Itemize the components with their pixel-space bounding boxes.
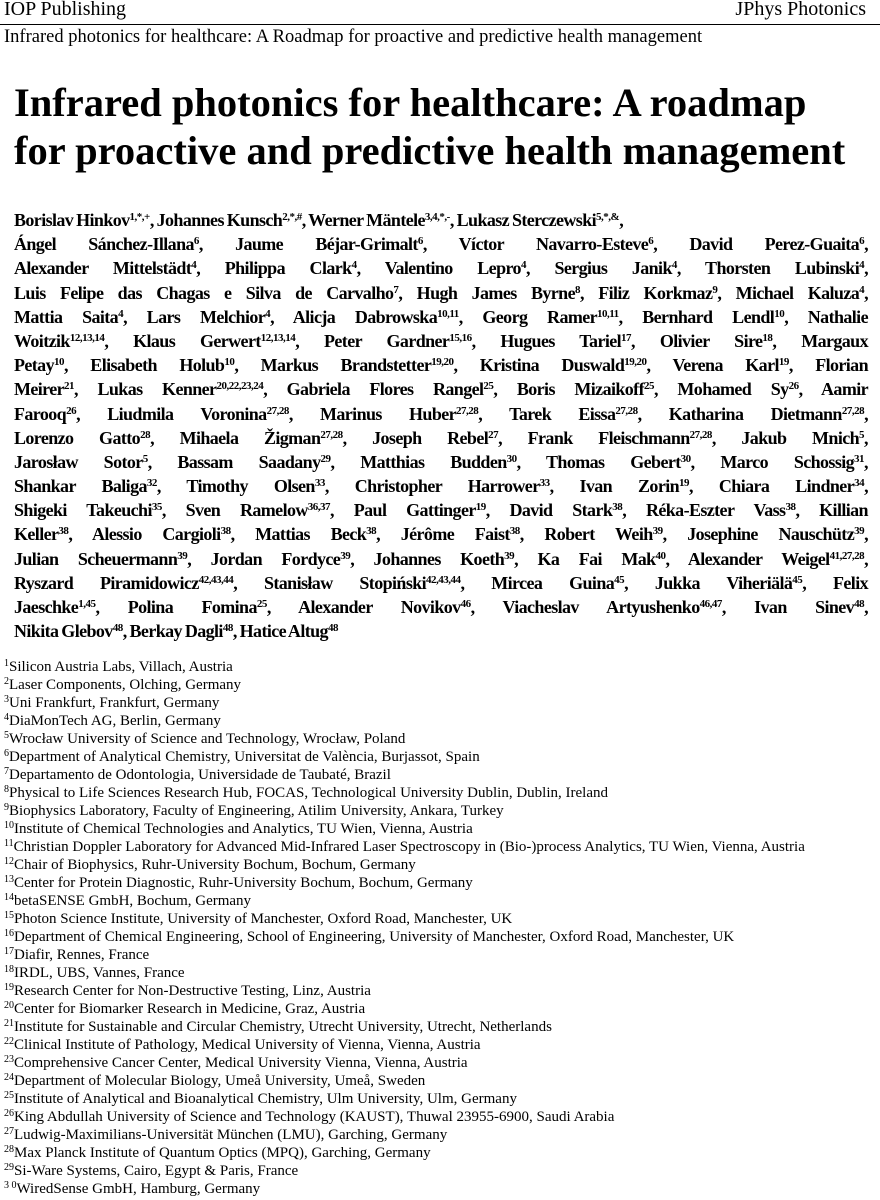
- author-line: Shankar Baliga$^{32}$, Timothy Olsen$^{33}$, Christopher Harrower$^{33}$, Ivan Zorin$^{19}$, Chiara Lindner$^{34}$,: [14, 476, 868, 497]
- author-name: Nikita Glebov: [14, 621, 113, 642]
- author-name: Jukka Viheriälä: [654, 572, 793, 593]
- affiliation: [4, 1090, 874, 1108]
- affiliation-text: Photon Science Institute, University of Manchester, Oxford Road, Manchester, UK: [14, 911, 513, 927]
- author-affiliation-marks: 19,20: [624, 356, 647, 369]
- affiliation: [4, 964, 874, 982]
- author-name: Johannes Koeth: [373, 548, 505, 569]
- author-name: Nathalie: [807, 306, 868, 327]
- affiliation: [4, 856, 874, 874]
- author-affiliation-marks: 10: [774, 307, 785, 320]
- author-name: Víctor Navarro-Esteve: [458, 234, 649, 255]
- author-affiliation-marks: 46,47: [699, 598, 722, 610]
- author-name: Thomas Gebert: [546, 451, 681, 472]
- author-line: Julian Scheuermann$^{39}$, Jordan Fordyce$^{39}$, Johannes Koeth$^{39}$, Ka Fai Mak$^{40}$, Alexander Weigel$^{41,27,28}$,: [14, 548, 868, 569]
- author-affiliation-marks: 42,43,44: [426, 573, 461, 586]
- affiliation-number: 26: [4, 1108, 14, 1119]
- author-name: Chiara Lindner: [718, 476, 855, 497]
- affiliation-number: 13: [4, 874, 14, 885]
- author-affiliation-marks: 4: [191, 259, 197, 272]
- affiliation-text: WiredSense GmbH, Hamburg, Germany: [16, 1181, 261, 1197]
- author-affiliation-marks: 27,28: [841, 404, 865, 417]
- title-line: Infrared photonics for healthcare: A roadmap: [14, 80, 807, 125]
- author-line: Meirer$^{21}$, Lukas Kenner$^{20,22,23,24}$, Gabriela Flores Rangel$^{25}$, Boris Mizaikoff$^{25}$, Mohamed Sy$^{26}$, Aamir: [14, 379, 869, 400]
- author-line: Shigeki Takeuchi$^{35}$, Sven Ramelow$^{36,37}$, Paul Gattinger$^{19}$, David Stark$^{38}$, Réka-Eszter Vass$^{38}$, Killian: [14, 500, 868, 521]
- author-affiliation-marks: 46: [460, 598, 471, 610]
- affiliation-text: Christian Doppler Laboratory for Advanced Mid-Infrared Laser Spectroscopy in (Bio-)process Analytics, TU Wien, Vienna, Austria: [13, 839, 805, 855]
- author-name: Ka Fai Mak: [537, 548, 656, 569]
- author-affiliation-marks: 48: [112, 622, 123, 635]
- affiliation-number: 21: [4, 1018, 14, 1029]
- author-affiliation-marks: 45: [792, 573, 803, 586]
- affiliation-text: Si-Ware Systems, Cairo, Egypt & Paris, France: [14, 1163, 299, 1179]
- author-name: Mihaela Žigman: [179, 427, 321, 448]
- author-name: Matthias Budden: [360, 451, 507, 472]
- author-affiliation-marks: 26: [788, 380, 799, 393]
- author-name: Frank Fleischmann: [527, 427, 690, 448]
- author-line: Luis Felipe das Chagas e Silva de Carvalho$^7$, Hugh James Byrne$^8$, Filiz Korkmaz$^9$, Michael Kaluza$^4$,: [14, 282, 869, 303]
- affiliation: [4, 874, 874, 892]
- affiliation-text: Clinical Institute of Pathology, Medical University of Vienna, Vienna, Austria: [14, 1037, 481, 1053]
- affiliation-number: 8: [4, 784, 9, 795]
- author-name: Katharina Dietmann: [668, 403, 842, 424]
- author-affiliation-marks: 38: [220, 525, 231, 538]
- affiliation-text: Silicon Austria Labs, Villach, Austria: [9, 659, 233, 675]
- author-name: Mircea Guina: [491, 572, 615, 593]
- author-affiliation-marks: 4: [671, 259, 677, 272]
- author-list: [14, 208, 868, 643]
- author-name: Farooq: [14, 403, 67, 424]
- author-affiliation-marks: 33: [314, 477, 325, 490]
- affiliation: [4, 838, 874, 856]
- author-name: Stanisław Stopiński: [263, 572, 427, 593]
- author-name: Alexander Mittelstädt: [14, 258, 192, 279]
- author-name: Alexander Weigel: [687, 548, 830, 569]
- author-affiliation-marks: 9: [712, 283, 718, 296]
- author-affiliation-marks: 27: [488, 428, 499, 441]
- author-affiliation-marks: 48: [222, 622, 233, 635]
- affiliation: [4, 820, 874, 838]
- author-name: Ivan Zorin: [579, 476, 680, 497]
- author-name: Meirer: [14, 379, 65, 400]
- affiliation-text: DiaMonTech AG, Berlin, Germany: [9, 713, 221, 729]
- author-affiliation-marks: 39: [340, 549, 351, 562]
- author-name: Mohamed Sy: [677, 379, 789, 400]
- author-name: Christopher Harrower: [354, 476, 540, 497]
- author-name: Margaux: [801, 330, 868, 351]
- affiliation-text: King Abdullah University of Science and Technology (KAUST), Thuwal 23955-6900, Saudi Arabia: [14, 1109, 615, 1125]
- affiliation-number: 22: [4, 1036, 14, 1047]
- author-affiliation-marks: 39: [854, 525, 865, 538]
- affiliation: [4, 694, 874, 712]
- author-affiliation-marks: 45: [614, 573, 625, 586]
- author-affiliation-marks: 19: [778, 356, 789, 369]
- author-name: Philippa Clark: [224, 258, 352, 279]
- affiliation-number: 12: [4, 856, 14, 867]
- author-affiliation-marks: 41,27,28: [829, 549, 865, 562]
- author-affiliation-marks: 12,13,14: [69, 331, 105, 344]
- header-rule: [0, 24, 880, 25]
- author-name: Shigeki Takeuchi: [14, 500, 152, 521]
- affiliation-text: Center for Protein Diagnostic, Ruhr-University Bochum, Bochum, Germany: [14, 875, 473, 891]
- author-name: Jakub Mnich: [741, 427, 860, 448]
- author-affiliation-marks: 10: [224, 356, 235, 369]
- author-line: Petay$^{10}$, Elisabeth Holub$^{10}$, Markus Brandstetter$^{19,20}$, Kristina Duswald$^{19,20}$, Verena Karl$^{19}$, Florian: [14, 355, 868, 376]
- author-line: Jarosław Sotor$^5$, Bassam Saadany$^{29}$, Matthias Budden$^{30}$, Thomas Gebert$^{30}$, Marco Schossig$^{31}$,: [14, 451, 868, 472]
- author-name: Keller: [14, 524, 59, 545]
- journal-name: JPhys Photonics: [735, 0, 866, 20]
- affiliation-number: 23: [4, 1054, 14, 1065]
- title-line: for proactive and predictive health management: [14, 128, 846, 173]
- publisher-name: IOP Publishing: [4, 0, 127, 20]
- author-name: Josephine Nauschütz: [687, 524, 855, 545]
- affiliation-text: Research Center for Non-Destructive Testing, Linz, Austria: [14, 983, 371, 999]
- author-name: Mattias Beck: [255, 524, 367, 545]
- author-affiliation-marks: 15,16: [449, 331, 472, 344]
- affiliation-text: Physical to Life Sciences Research Hub, FOCAS, Technological University Dublin, Dublin, Ireland: [9, 785, 608, 801]
- author-name: Bassam Saadany: [177, 451, 321, 472]
- author-name: Sven Ramelow: [185, 500, 308, 521]
- affiliation-text: Diafir, Rennes, France: [14, 947, 150, 963]
- author-affiliation-marks: 12,13,14: [260, 331, 296, 344]
- author-name: Liudmila Voronina: [107, 403, 267, 424]
- author-affiliation-marks: 10: [53, 356, 64, 369]
- author-affiliation-marks: 30: [680, 452, 691, 465]
- affiliation: [4, 712, 874, 730]
- author-affiliation-marks: 27,28: [266, 404, 289, 417]
- author-name: Jarosław Sotor: [14, 451, 143, 472]
- affiliation-number: 19: [4, 982, 14, 993]
- affiliation-text: Laser Components, Olching, Germany: [9, 677, 242, 693]
- affiliation: [4, 910, 874, 928]
- author-name: Michael Kaluza: [735, 282, 860, 303]
- author-name: Alicja Dabrowska: [292, 306, 438, 327]
- affiliation-number: 25: [4, 1090, 14, 1101]
- author-name: Bernhard Lendl: [642, 306, 775, 327]
- author-name: Verena Karl: [672, 355, 779, 376]
- author-affiliation-marks: 27,28: [320, 428, 343, 441]
- author-name: Lars Melchior: [146, 306, 266, 327]
- affiliation-text: Uni Frankfurt, Frankfurt, Germany: [9, 695, 220, 711]
- affiliation: [4, 1162, 874, 1180]
- author-affiliation-marks: 10,11: [597, 307, 619, 320]
- author-affiliation-marks: 35: [151, 501, 162, 514]
- affiliation: [4, 982, 874, 1000]
- author-affiliation-marks: 25: [483, 380, 494, 393]
- affiliation-text: Department of Analytical Chemistry, Universitat de València, Burjassot, Spain: [9, 749, 480, 765]
- author-name: Jaume Béjar-Grimalt: [235, 234, 418, 255]
- affiliation-list: [4, 658, 874, 1198]
- affiliation: [4, 766, 874, 784]
- author-name: David Stark: [509, 500, 613, 521]
- author-name: Timothy Olsen: [186, 476, 315, 497]
- affiliation-text: Institute of Analytical and Bioanalytical Chemistry, Ulm University, Ulm, Germany: [14, 1091, 517, 1107]
- affiliation-text: Institute of Chemical Technologies and Analytics, TU Wien, Vienna, Austria: [14, 821, 473, 837]
- author-affiliation-marks: 27,28: [615, 404, 638, 417]
- author-affiliation-marks: 19: [679, 477, 690, 490]
- author-affiliation-marks: 30: [506, 452, 517, 465]
- affiliation-text: Comprehensive Cancer Center, Medical University Vienna, Vienna, Austria: [14, 1055, 468, 1071]
- author-line: Nikita Glebov$^{48}$, Berkay Dagli$^{48}$, Hatice Altug$^{48}$: [14, 621, 338, 642]
- author-affiliation-marks: 48: [854, 598, 865, 610]
- author-name: Peter Gardner: [324, 330, 450, 351]
- affiliation: [4, 1072, 874, 1090]
- author-name: Gabriela Flores Rangel: [286, 379, 484, 400]
- author-name: Borislav Hinkov: [14, 210, 130, 230]
- author-affiliation-marks: 31: [854, 452, 865, 465]
- author-name: Lukas Kenner: [97, 379, 217, 400]
- author-name: Mattia Saita: [14, 306, 119, 327]
- author-name: Ryszard Piramidowicz: [14, 572, 199, 593]
- author-name: David Perez-Guaita: [689, 234, 860, 255]
- author-affiliation-marks: 48: [327, 622, 338, 635]
- author-name: Petay: [14, 355, 54, 376]
- author-affiliation-marks: 4: [859, 259, 865, 272]
- author-affiliation-marks: 19,20: [431, 356, 454, 369]
- affiliation: [4, 1126, 874, 1144]
- affiliation-number: 15: [4, 910, 14, 921]
- author-affiliation-marks: 39: [652, 525, 663, 538]
- author-name: Tarek Eissa: [509, 403, 616, 424]
- author-affiliation-marks: 4: [118, 307, 124, 320]
- author-line: Farooq$^{26}$, Liudmila Voronina$^{27,28}$, Marinus Huber$^{27,28}$, Tarek Eissa$^{27,28}$, Katharina Dietmann$^{27,28}$,: [14, 403, 868, 424]
- author-name: Paul Gattinger: [353, 500, 476, 521]
- affiliation-number: 7: [4, 766, 9, 777]
- paper-title: [14, 79, 874, 175]
- author-name: Alessio Cargioli: [91, 524, 221, 545]
- author-affiliation-marks: 27,28: [456, 404, 479, 417]
- author-affiliation-marks: 4: [859, 283, 865, 296]
- affiliation-number: 1: [4, 658, 9, 669]
- author-name: Viacheslav Artyushenko: [502, 597, 700, 617]
- author-affiliation-marks: 39: [177, 549, 188, 562]
- affiliation: [4, 1000, 874, 1018]
- affiliation-text: Department of Chemical Engineering, School of Engineering, University of Manchester, Oxford Road, Manchester, UK: [14, 929, 735, 945]
- author-name: Felix: [833, 572, 869, 593]
- affiliation-text: Max Planck Institute of Quantum Optics (MPQ), Garching, Germany: [14, 1145, 431, 1161]
- author-name: Marinus Huber: [319, 403, 457, 424]
- author-name: Georg Ramer: [482, 306, 598, 327]
- author-name: Alexander Novikov: [298, 597, 461, 617]
- author-name: Jérôme Faist: [400, 524, 510, 545]
- author-affiliation-marks: 38: [366, 525, 377, 538]
- affiliation-text: Wrocław University of Science and Technology, Wrocław, Poland: [9, 731, 406, 747]
- author-affiliation-marks: 40: [655, 549, 666, 562]
- affiliation-text: betaSENSE GmbH, Bochum, Germany: [14, 893, 252, 909]
- author-affiliation-marks: 32: [146, 477, 157, 490]
- author-line: Ángel Sánchez-Illana$^6$, Jaume Béjar-Grimalt$^6$, Víctor Navarro-Esteve$^6$, David Perez-Guaita$^6$,: [14, 234, 868, 255]
- author-affiliation-marks: 3,4,*,-: [424, 211, 450, 223]
- author-affiliation-marks: 25: [643, 380, 654, 393]
- author-name: Lorenzo Gatto: [14, 427, 141, 448]
- author-affiliation-marks: 27,28: [689, 428, 712, 441]
- author-affiliation-marks: 19: [475, 501, 486, 514]
- affiliation-number: 24: [4, 1072, 14, 1083]
- running-title: Infrared photonics for healthcare: A Roadmap for proactive and predictive health management: [4, 27, 703, 47]
- affiliation-number: 2: [4, 676, 9, 687]
- author-name: Hatice Altug: [239, 621, 328, 642]
- author-affiliation-marks: 4: [265, 307, 271, 320]
- author-affiliation-marks: 29: [320, 452, 331, 465]
- author-affiliation-marks: 1,45: [78, 598, 96, 610]
- author-affiliation-marks: 5,*,&: [596, 211, 620, 223]
- author-name: Robert Weih: [544, 524, 653, 545]
- author-line: Borislav Hinkov$^{1,*,+}$, Johannes Kunsch$^{2,*,\#}$, Werner Mäntele$^{3,4,*,-}$, Lukasz Sterczewski$^{5,*,\&}$,: [14, 210, 624, 230]
- author-name: Filiz Korkmaz: [598, 282, 713, 303]
- author-name: Jaeschke: [14, 597, 79, 617]
- author-name: Johannes Kunsch: [156, 210, 283, 230]
- author-affiliation-marks: 1,*,+: [129, 211, 150, 223]
- affiliation-number: 4: [4, 712, 9, 723]
- author-affiliation-marks: 17: [621, 331, 632, 344]
- author-name: Kristina Duswald: [479, 355, 625, 376]
- author-line: Ryszard Piramidowicz$^{42,43,44}$, Stanisław Stopiński$^{42,43,44}$, Mircea Guina$^{45}$, Jukka Viheriälä$^{45}$, Felix: [14, 572, 869, 593]
- author-affiliation-marks: 42,43,44: [198, 573, 234, 586]
- author-affiliation-marks: 2,*,#: [282, 211, 302, 223]
- author-affiliation-marks: 18: [762, 331, 773, 344]
- author-name: Werner Mäntele: [308, 210, 425, 230]
- affiliation-number: 11: [4, 838, 14, 849]
- author-affiliation-marks: 6: [193, 235, 199, 248]
- affiliation: [4, 1018, 874, 1036]
- author-affiliation-marks: 6: [648, 235, 654, 248]
- affiliation: [4, 1180, 874, 1198]
- affiliation-number: 5: [4, 730, 9, 741]
- author-affiliation-marks: 38: [785, 501, 796, 514]
- author-name: Florian: [815, 355, 868, 376]
- affiliation-number: 20: [4, 1000, 14, 1011]
- author-name: Markus Brandstetter: [260, 355, 432, 376]
- author-name: Boris Mizaikoff: [516, 379, 644, 400]
- author-affiliation-marks: 26: [66, 404, 77, 417]
- author-line: Jaeschke$^{1,45}$, Polina Fomina$^{25}$, Alexander Novikov$^{46}$, Viacheslav Artyushenko$^{46,47}$, Ivan Sinev$^{48}$,: [14, 597, 868, 617]
- affiliation: [4, 892, 874, 910]
- author-affiliation-marks: 10,11: [437, 307, 459, 320]
- author-affiliation-marks: 28: [140, 428, 151, 441]
- author-name: Olivier Sire: [659, 330, 763, 351]
- author-affiliation-marks: 38: [509, 525, 520, 538]
- author-name: Sergius Janik: [554, 258, 672, 279]
- author-name: Hugues Tariel: [500, 330, 622, 351]
- affiliation: [4, 658, 874, 676]
- affiliation: [4, 802, 874, 820]
- author-affiliation-marks: 6: [859, 235, 865, 248]
- author-affiliation-marks: 36,37: [307, 501, 331, 514]
- author-name: Joseph Rebel: [372, 427, 489, 448]
- affiliation-text: IRDL, UBS, Vannes, France: [14, 965, 185, 981]
- author-affiliation-marks: 8: [574, 283, 580, 296]
- author-name: Shankar Baliga: [14, 476, 147, 497]
- author-affiliation-marks: 4: [351, 259, 357, 272]
- affiliation: [4, 1036, 874, 1054]
- author-name: Elisabeth Holub: [90, 355, 225, 376]
- author-affiliation-marks: 7: [393, 283, 399, 296]
- author-affiliation-marks: 25: [256, 598, 267, 610]
- affiliation-number: 3: [4, 694, 9, 705]
- affiliation-number: 3 0: [4, 1180, 17, 1191]
- author-line: Mattia Saita$^4$, Lars Melchior$^4$, Alicja Dabrowska$^{10,11}$, Georg Ramer$^{10,11}$, Bernhard Lendl$^{10}$, Nathalie: [14, 306, 868, 327]
- author-line: Keller$^{38}$, Alessio Cargioli$^{38}$, Mattias Beck$^{38}$, Jérôme Faist$^{38}$, Robert Weih$^{39}$, Josephine Nauschütz$^{39}$,: [14, 524, 868, 545]
- affiliation-text: Institute for Sustainable and Circular Chemistry, Utrecht University, Utrecht, Netherlands: [14, 1019, 552, 1035]
- affiliation: [4, 748, 874, 766]
- author-name: Berkay Dagli: [129, 621, 223, 642]
- author-name: Ivan Sinev: [754, 597, 855, 617]
- affiliation-number: 18: [4, 964, 14, 975]
- affiliation-number: 17: [4, 946, 14, 957]
- affiliation: [4, 928, 874, 946]
- author-affiliation-marks: 4: [520, 259, 526, 272]
- author-name: Lukasz Sterczewski: [456, 210, 597, 230]
- author-affiliation-marks: 21: [64, 380, 75, 393]
- author-name: Réka-Eszter Vass: [645, 500, 786, 521]
- author-name: Jordan Fordyce: [210, 548, 341, 569]
- affiliation: [4, 946, 874, 964]
- author-affiliation-marks: 38: [58, 525, 69, 538]
- affiliation-number: 6: [4, 748, 9, 759]
- author-name: Marco Schossig: [720, 451, 855, 472]
- affiliation-text: Biophysics Laboratory, Faculty of Engineering, Atilim University, Ankara, Turkey: [9, 803, 504, 819]
- author-affiliation-marks: 39: [504, 549, 515, 562]
- affiliation: [4, 1054, 874, 1072]
- author-line: Lorenzo Gatto$^{28}$, Mihaela Žigman$^{27,28}$, Joseph Rebel$^{27}$, Frank Fleischmann$^{27,28}$, Jakub Mnich$^5$,: [14, 427, 868, 448]
- author-name: Aamir: [821, 379, 869, 400]
- author-affiliation-marks: 33: [539, 477, 550, 490]
- affiliation-text: Center for Biomarker Research in Medicine, Graz, Austria: [14, 1001, 366, 1017]
- affiliation-number: 9: [4, 802, 9, 813]
- author-name: Klaus Gerwert: [133, 330, 261, 351]
- affiliation-text: Ludwig-Maximilians-Universität München (LMU), Garching, Germany: [14, 1127, 448, 1143]
- author-name: Polina Fomina: [127, 597, 257, 617]
- author-name: Woitzik: [14, 330, 70, 351]
- author-affiliation-marks: 6: [417, 235, 423, 248]
- affiliation-text: Department of Molecular Biology, Umeå University, Umeå, Sweden: [14, 1073, 426, 1089]
- affiliation-number: 10: [4, 820, 14, 831]
- affiliation: [4, 1144, 874, 1162]
- affiliation-number: 28: [4, 1144, 14, 1155]
- author-name: Thorsten Lubinski: [705, 258, 860, 279]
- author-name: Julian Scheuermann: [14, 548, 178, 569]
- affiliation-number: 16: [4, 928, 14, 939]
- author-affiliation-marks: 5: [859, 428, 865, 441]
- affiliation: [4, 676, 874, 694]
- affiliation-text: Chair of Biophysics, Ruhr-University Bochum, Bochum, Germany: [14, 857, 416, 873]
- affiliation-number: 27: [4, 1126, 14, 1137]
- author-name: Killian: [819, 500, 868, 521]
- author-name: Luis Felipe das Chagas e Silva de Carvalho: [14, 282, 394, 303]
- author-affiliation-marks: 5: [142, 452, 148, 465]
- author-affiliation-marks: 20,22,23,24: [216, 380, 264, 393]
- affiliation-number: 29: [4, 1162, 14, 1173]
- author-name: Hugh James Byrne: [416, 282, 575, 303]
- author-name: Ángel Sánchez-Illana: [14, 234, 194, 255]
- affiliation: [4, 730, 874, 748]
- affiliation-text: Departamento de Odontologia, Universidade de Taubaté, Brazil: [9, 767, 391, 783]
- author-line: Woitzik$^{12,13,14}$, Klaus Gerwert$^{12,13,14}$, Peter Gardner$^{15,16}$, Hugues Tariel$^{17}$, Olivier Sire$^{18}$, Margaux: [14, 330, 868, 351]
- author-line: Alexander Mittelstädt$^4$, Philippa Clark$^4$, Valentino Lepro$^4$, Sergius Janik$^4$, Thorsten Lubinski$^4$,: [14, 258, 868, 279]
- affiliation-number: 14: [4, 892, 14, 903]
- author-affiliation-marks: 34: [854, 477, 865, 490]
- affiliation: [4, 784, 874, 802]
- author-affiliation-marks: 38: [612, 501, 623, 514]
- author-name: Valentino Lepro: [384, 258, 521, 279]
- affiliation: [4, 1108, 874, 1126]
